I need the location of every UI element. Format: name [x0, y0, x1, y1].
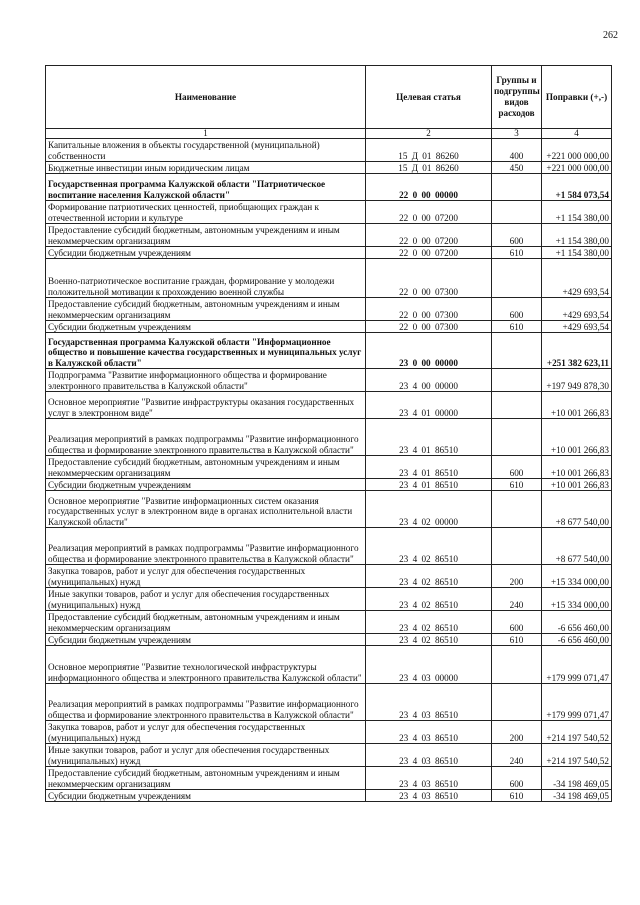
row-expense-group: [492, 684, 542, 721]
row-amount: +1 154 380,00: [542, 247, 612, 259]
row-target-code: 23 4 02 86510: [366, 588, 492, 611]
table-row: [46, 247, 612, 259]
row-expense-group: [492, 174, 542, 201]
row-name: Предоставление субсидий бюджетным, автономным учреждениям и иным некоммерческим организациям: [46, 611, 366, 634]
row-expense-group: 610: [492, 790, 542, 802]
table-row: [46, 479, 612, 491]
row-expense-group: 200: [492, 565, 542, 588]
table-row: [46, 646, 612, 684]
table-row: [46, 790, 612, 802]
row-amount: +197 949 878,30: [542, 369, 612, 392]
row-expense-group: 600: [492, 456, 542, 479]
table-header-row: [46, 66, 612, 129]
row-target-code: 23 4 03 86510: [366, 767, 492, 790]
header-name: Наименование: [46, 66, 366, 129]
row-target-code: 23 4 01 86510: [366, 479, 492, 491]
table-row: [46, 491, 612, 528]
row-target-code: 23 4 02 86510: [366, 611, 492, 634]
row-target-code: 23 4 03 86510: [366, 744, 492, 767]
row-expense-group: 240: [492, 744, 542, 767]
row-target-code: 23 4 01 86510: [366, 456, 492, 479]
row-amount: +1 154 380,00: [542, 224, 612, 247]
row-target-code: 22 0 00 07300: [366, 298, 492, 321]
row-name: Предоставление субсидий бюджетным, автономным учреждениям и иным некоммерческим организациям: [46, 456, 366, 479]
row-name: Предоставление субсидий бюджетным, автономным учреждениям и иным некоммерческим организациям: [46, 767, 366, 790]
row-amount: -34 198 469,05: [542, 790, 612, 802]
table-row: [46, 333, 612, 369]
row-amount: +1 154 380,00: [542, 201, 612, 224]
row-target-code: 22 0 00 07200: [366, 224, 492, 247]
row-name: Предоставление субсидий бюджетным, автономным учреждениям и иным некоммерческим организациям: [46, 224, 366, 247]
row-amount: +251 382 623,11: [542, 333, 612, 369]
table-row: [46, 369, 612, 392]
amendments-table: [45, 65, 612, 802]
table-row: [46, 528, 612, 565]
row-name: Государственная программа Калужской области "Информационное общество и повышение качества государственных и муниципальных услуг в Калужской области": [46, 333, 366, 369]
row-name: Основное мероприятие "Развитие инфраструктуры оказания государственных услуг в электронном виде": [46, 392, 366, 419]
table-row: [46, 767, 612, 790]
row-expense-group: 600: [492, 224, 542, 247]
row-name: Закупка товаров, работ и услуг для обеспечения государственных (муниципальных) нужд: [46, 565, 366, 588]
row-expense-group: 600: [492, 767, 542, 790]
row-target-code: 23 4 02 86510: [366, 634, 492, 646]
row-amount: +179 999 071,47: [542, 646, 612, 684]
row-name: Реализация мероприятий в рамках подпрограммы "Развитие информационного общества и формирование электронного правительства в Калужской области": [46, 419, 366, 456]
table-row: [46, 634, 612, 646]
row-target-code: 22 0 00 07200: [366, 247, 492, 259]
row-target-code: 23 4 01 00000: [366, 392, 492, 419]
header-expense-groups: Группы и подгруппы видов расходов: [492, 66, 542, 129]
row-amount: -6 656 460,00: [542, 634, 612, 646]
row-name: Субсидии бюджетным учреждениям: [46, 790, 366, 802]
row-amount: +214 197 540,52: [542, 721, 612, 744]
row-target-code: 22 0 00 07300: [366, 259, 492, 298]
row-expense-group: 600: [492, 611, 542, 634]
row-name: Иные закупки товаров, работ и услуг для обеспечения государственных (муниципальных) нужд: [46, 744, 366, 767]
row-expense-group: [492, 369, 542, 392]
row-amount: +429 693,54: [542, 259, 612, 298]
page-number: 262: [603, 30, 618, 41]
row-amount: +8 677 540,00: [542, 528, 612, 565]
row-name: Субсидии бюджетным учреждениям: [46, 321, 366, 333]
row-name: Реализация мероприятий в рамках подпрограммы "Развитие информационного общества и формирование электронного правительства в Калужской области": [46, 684, 366, 721]
row-expense-group: 610: [492, 321, 542, 333]
row-expense-group: [492, 392, 542, 419]
row-target-code: 22 0 00 07200: [366, 201, 492, 224]
row-expense-group: 610: [492, 479, 542, 491]
row-expense-group: [492, 201, 542, 224]
column-number-row: [46, 129, 612, 139]
row-name: Формирование патриотических ценностей, приобщающих граждан к отечественной истории и культуре: [46, 201, 366, 224]
row-amount: +221 000 000,00: [542, 139, 612, 162]
column-number: 3: [492, 129, 542, 139]
table-row: [46, 456, 612, 479]
row-name: Субсидии бюджетным учреждениям: [46, 479, 366, 491]
row-amount: +15 334 000,00: [542, 565, 612, 588]
row-target-code: 23 4 00 00000: [366, 369, 492, 392]
header-amendments: Поправки (+,-): [542, 66, 612, 129]
table-row: [46, 611, 612, 634]
table-row: [46, 392, 612, 419]
row-name: Закупка товаров, работ и услуг для обеспечения государственных (муниципальных) нужд: [46, 721, 366, 744]
row-expense-group: 450: [492, 162, 542, 174]
table-body: [46, 139, 612, 802]
table-row: [46, 684, 612, 721]
row-name: Субсидии бюджетным учреждениям: [46, 634, 366, 646]
column-number: 4: [542, 129, 612, 139]
column-number: 1: [46, 129, 366, 139]
row-name: Иные закупки товаров, работ и услуг для обеспечения государственных (муниципальных) нужд: [46, 588, 366, 611]
row-target-code: 15 Д 01 86260: [366, 139, 492, 162]
table-row: [46, 721, 612, 744]
row-amount: +10 001 266,83: [542, 419, 612, 456]
row-amount: +179 999 071,47: [542, 684, 612, 721]
table-row: [46, 139, 612, 162]
table-row: [46, 588, 612, 611]
row-expense-group: 610: [492, 634, 542, 646]
row-amount: +1 584 073,54: [542, 174, 612, 201]
row-amount: +15 334 000,00: [542, 588, 612, 611]
row-target-code: 15 Д 01 86260: [366, 162, 492, 174]
table-row: [46, 298, 612, 321]
row-target-code: 23 4 03 86510: [366, 721, 492, 744]
row-name: Бюджетные инвестиции иным юридическим лицам: [46, 162, 366, 174]
row-amount: +429 693,54: [542, 321, 612, 333]
row-expense-group: [492, 419, 542, 456]
row-target-code: 23 4 02 00000: [366, 491, 492, 528]
row-amount: +8 677 540,00: [542, 491, 612, 528]
row-amount: +10 001 266,83: [542, 479, 612, 491]
table-row: [46, 201, 612, 224]
row-target-code: 23 4 03 00000: [366, 646, 492, 684]
row-name: Субсидии бюджетным учреждениям: [46, 247, 366, 259]
row-amount: +221 000 000,00: [542, 162, 612, 174]
row-expense-group: [492, 646, 542, 684]
row-target-code: 22 0 00 07300: [366, 321, 492, 333]
table-row: [46, 321, 612, 333]
row-amount: -6 656 460,00: [542, 611, 612, 634]
row-target-code: 23 0 00 00000: [366, 333, 492, 369]
table-row: [46, 162, 612, 174]
row-expense-group: 600: [492, 298, 542, 321]
row-name: Государственная программа Калужской области "Патриотическое воспитание населения Калужской области": [46, 174, 366, 201]
table-row: [46, 565, 612, 588]
row-amount: +10 001 266,83: [542, 392, 612, 419]
row-name: Военно-патриотическое воспитание граждан, формирование у молодежи положительной мотивации к прохождению военной службы: [46, 259, 366, 298]
table-row: [46, 744, 612, 767]
row-name: Основное мероприятие "Развитие информационных систем оказания государственных услуг в электронном виде в органах исполнительной власти Калужской области": [46, 491, 366, 528]
row-target-code: 23 4 02 86510: [366, 528, 492, 565]
row-target-code: 23 4 03 86510: [366, 684, 492, 721]
row-name: Капитальные вложения в объекты государственной (муниципальной) собственности: [46, 139, 366, 162]
row-amount: +214 197 540,52: [542, 744, 612, 767]
row-target-code: 22 0 00 00000: [366, 174, 492, 201]
table-row: [46, 259, 612, 298]
table-row: [46, 419, 612, 456]
table-row: [46, 174, 612, 201]
row-name: Предоставление субсидий бюджетным, автономным учреждениям и иным некоммерческим организациям: [46, 298, 366, 321]
row-expense-group: 610: [492, 247, 542, 259]
row-amount: -34 198 469,05: [542, 767, 612, 790]
row-expense-group: 240: [492, 588, 542, 611]
row-expense-group: [492, 528, 542, 565]
row-expense-group: 400: [492, 139, 542, 162]
row-name: Подпрограмма "Развитие информационного общества и формирование электронного правительства в Калужской области": [46, 369, 366, 392]
column-number: 2: [366, 129, 492, 139]
row-name: Реализация мероприятий в рамках подпрограммы "Развитие информационного общества и формирование электронного правительства в Калужской области": [46, 528, 366, 565]
row-target-code: 23 4 03 86510: [366, 790, 492, 802]
header-target-article: Целевая статья: [366, 66, 492, 129]
table-row: [46, 224, 612, 247]
row-target-code: 23 4 01 86510: [366, 419, 492, 456]
row-amount: +10 001 266,83: [542, 456, 612, 479]
row-expense-group: 200: [492, 721, 542, 744]
row-amount: +429 693,54: [542, 298, 612, 321]
row-expense-group: [492, 491, 542, 528]
row-expense-group: [492, 333, 542, 369]
row-expense-group: [492, 259, 542, 298]
row-target-code: 23 4 02 86510: [366, 565, 492, 588]
row-name: Основное мероприятие "Развитие технологической инфраструктуры информационного общества и электронного правительства Калужской области": [46, 646, 366, 684]
